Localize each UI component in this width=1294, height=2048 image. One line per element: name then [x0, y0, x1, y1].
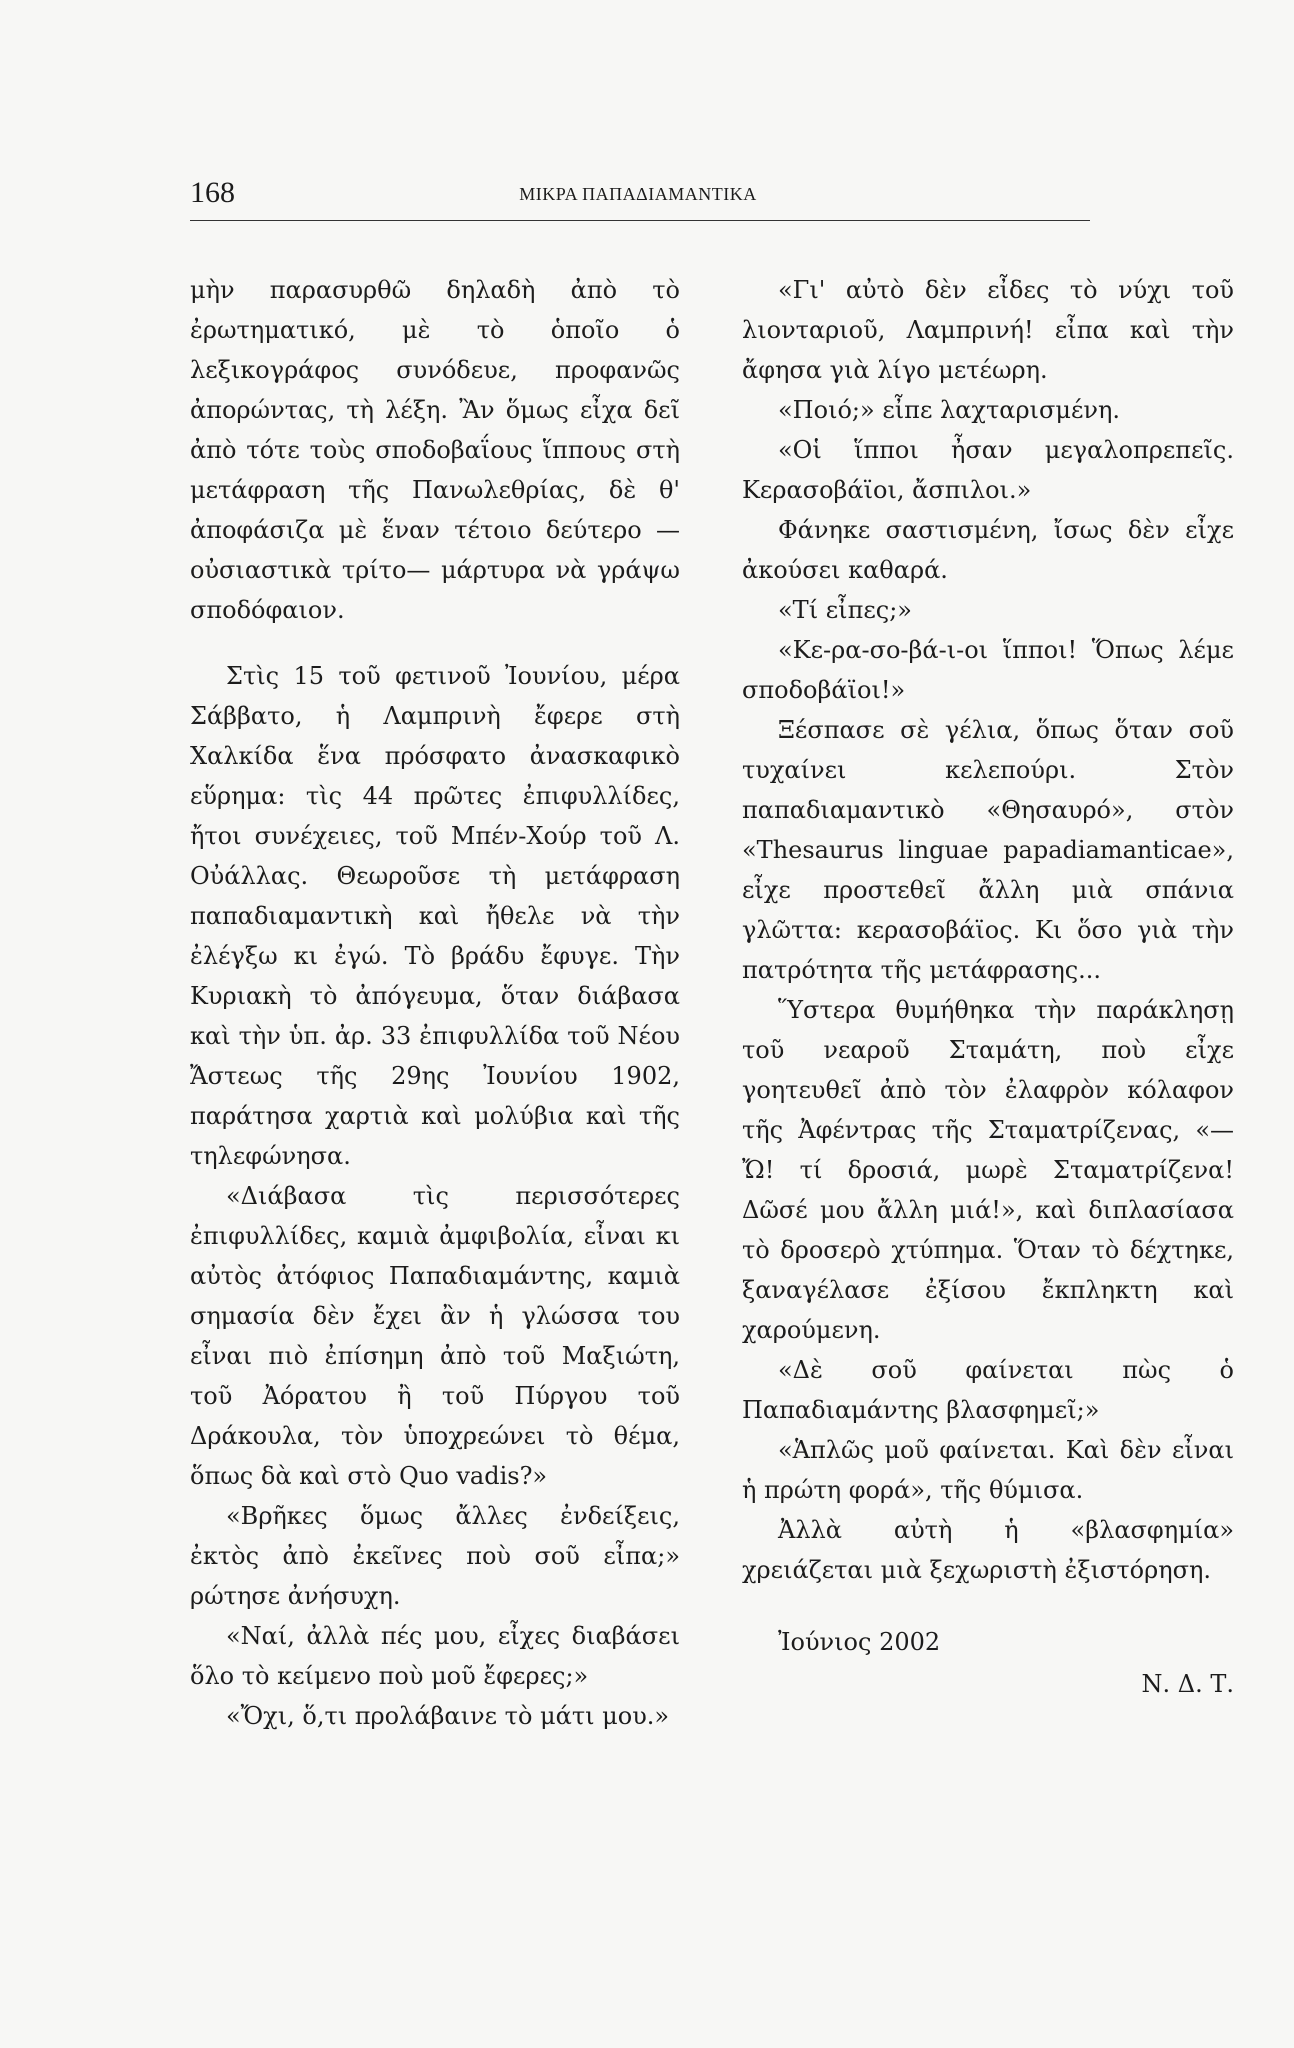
date-line: Ἰούνιος 2002: [778, 1628, 941, 1656]
paragraph: «Γι' αὐτὸ δὲν εἶδες τὸ νύχι τοῦ λιονταριοῦ, Λαμπρινή! εἶπα καὶ τὴν ἄφησα γιὰ λίγο μετέωρη.: [742, 276, 1234, 384]
paragraph: Στὶς 15 τοῦ φετινοῦ Ἰουνίου, μέρα Σάββατο, ἡ Λαμπρινὴ ἔφερε στὴ Χαλκίδα ἕνα πρόσφατο ἀνασκαφικὸ εὕρημα: τὶς 44 πρῶτες ἐπιφυλλίδες, ἤτοι συνέχειες, τοῦ Μπέν-Χούρ τοῦ Λ. Οὐάλλας. Θεωροῦσε τὴ μετάφραση παπαδιαμαντικὴ καὶ ἤθελε νὰ τὴν ἐλέγξω κι ἐγώ. Τὸ βράδυ ἔφυγε. Τὴν Κυριακὴ τὸ ἀπόγευμα, ὅταν διάβασα καὶ τὴν ὑπ. ἀρ. 33 ἐπιφυλλίδα τοῦ Νέου Ἄστεως τῆς 29ης Ἰουνίου 1902, παράτησα χαρτιὰ καὶ μολύβια καὶ τῆς τηλεφώνησα.: [190, 662, 680, 1170]
paragraph: «Ἁπλῶς μοῦ φαίνεται. Καὶ δὲν εἶναι ἡ πρώτη φορά», τῆς θύμισα.: [742, 1436, 1234, 1504]
paragraph: «Κε-ρα-σο-βά-ι-οι ἵπποι! Ὅπως λέμε σποδοβάϊοι!»: [742, 636, 1234, 704]
header-rule: [190, 220, 1090, 221]
right-column: [742, 270, 1234, 1704]
left-column: [190, 270, 680, 1736]
paragraph: μὴν παρασυρθῶ δηλαδὴ ἀπὸ τὸ ἐρωτηματικό, μὲ τὸ ὁποῖο ὁ λεξικογράφος συνόδευε, προφανῶς ἀπορώντας, τὴ λέξη. Ἂν ὅμως εἶχα δεῖ ἀπὸ τότε τοὺς σποδοβαΐους ἵππους στὴ μετάφραση τῆς Πανωλεθρίας, δὲ θ' ἀποφάσιζα μὲ ἕναν τέτοιο δεύτερο —οὐσιαστικὰ τρίτο— μάρτυρα νὰ γράψω σποδόφαιον.: [190, 276, 680, 624]
paragraph: «Δὲ σοῦ φαίνεται πὼς ὁ Παπαδιαμάντης βλασφημεῖ;»: [742, 1356, 1234, 1424]
paragraph: Ἀλλὰ αὐτὴ ἡ «βλασφημία» χρειάζεται μιὰ ξεχωριστὴ ἐξιστόρηση.: [742, 1516, 1234, 1584]
paragraph: Φάνηκε σαστισμένη, ἴσως δὲν εἶχε ἀκούσει καθαρά.: [742, 516, 1234, 584]
paragraph: «Βρῆκες ὅμως ἄλλες ἐνδείξεις, ἐκτὸς ἀπὸ ἐκεῖνες ποὺ σοῦ εἶπα;» ρώτησε ἀνήσυχη.: [190, 1502, 680, 1610]
page-number: 168: [190, 176, 235, 209]
running-header: [190, 176, 1086, 216]
paragraph: «Οἱ ἵπποι ἦσαν μεγαλοπρεπεῖς. Κερασοβάϊοι, ἄσπιλοι.»: [742, 436, 1234, 504]
paragraph: «Ποιό;» εἶπε λαχταρισμένη.: [778, 396, 1120, 424]
paragraph: Ὕστερα θυμήθηκα τὴν παράκλησῃ τοῦ νεαροῦ Σταμάτη, ποὺ εἶχε γοητευθεῖ ἀπὸ τὸν ἐλαφρὸν κόλαφον τῆς Ἀφέντρας τῆς Σταματρίζενας, «—Ὤ! τί δροσιά, μωρὲ Σταματρίζενα! Δῶσέ μου ἄλλη μιά!», καὶ διπλασίασα τὸ δροσερὸ χτύπημα. Ὅταν τὸ δέχτηκε, ξαναγέλασε ἐξίσου ἔκπληκτη καὶ χαρούμενη.: [742, 996, 1234, 1344]
paragraph: Ξέσπασε σὲ γέλια, ὅπως ὅταν σοῦ τυχαίνει κελεπούρι. Στὸν παπαδιαμαντικὸ «Θησαυρό», στὸν «Thesaurus linguae papadiamanticae», εἶχε προστεθεῖ ἄλλη μιὰ σπάνια γλῶττα: κερασοβάϊος. Κι ὅσο γιὰ τὴν πατρότητα τῆς μετάφρασης...: [742, 716, 1234, 984]
paragraph: «Ὄχι, ὅ,τι προλάβαινε τὸ μάτι μου.»: [226, 1702, 670, 1730]
running-title: ΜΙΚΡΑ ΠΑΠΑΔΙΑΜΑΝΤΙΚΑ: [519, 184, 757, 204]
paragraph: «Διάβασα τὶς περισσότερες ἐπιφυλλίδες, καμιὰ ἀμφιβολία, εἶναι κι αὐτὸς ἀτόφιος Παπαδιαμάντης, καμιὰ σημασία δὲν ἔχει ἂν ἡ γλώσσα του εἶναι πιὸ ἐπίσημη ἀπὸ τοῦ Μαξιώτη, τοῦ Ἀόρατου ἢ τοῦ Πύργου τοῦ Δράκουλα, τὸν ὑποχρεώνει τὸ θέμα, ὅπως δὰ καὶ στὸ Quo vadis?»: [190, 1182, 680, 1490]
paragraph: «Ναί, ἀλλὰ πές μου, εἶχες διαβάσει ὅλο τὸ κείμενο ποὺ μοῦ ἔφερες;»: [190, 1622, 680, 1690]
paragraph: «Τί εἶπες;»: [778, 596, 912, 624]
author-initials: Ν. Δ. Τ.: [1141, 1670, 1234, 1698]
